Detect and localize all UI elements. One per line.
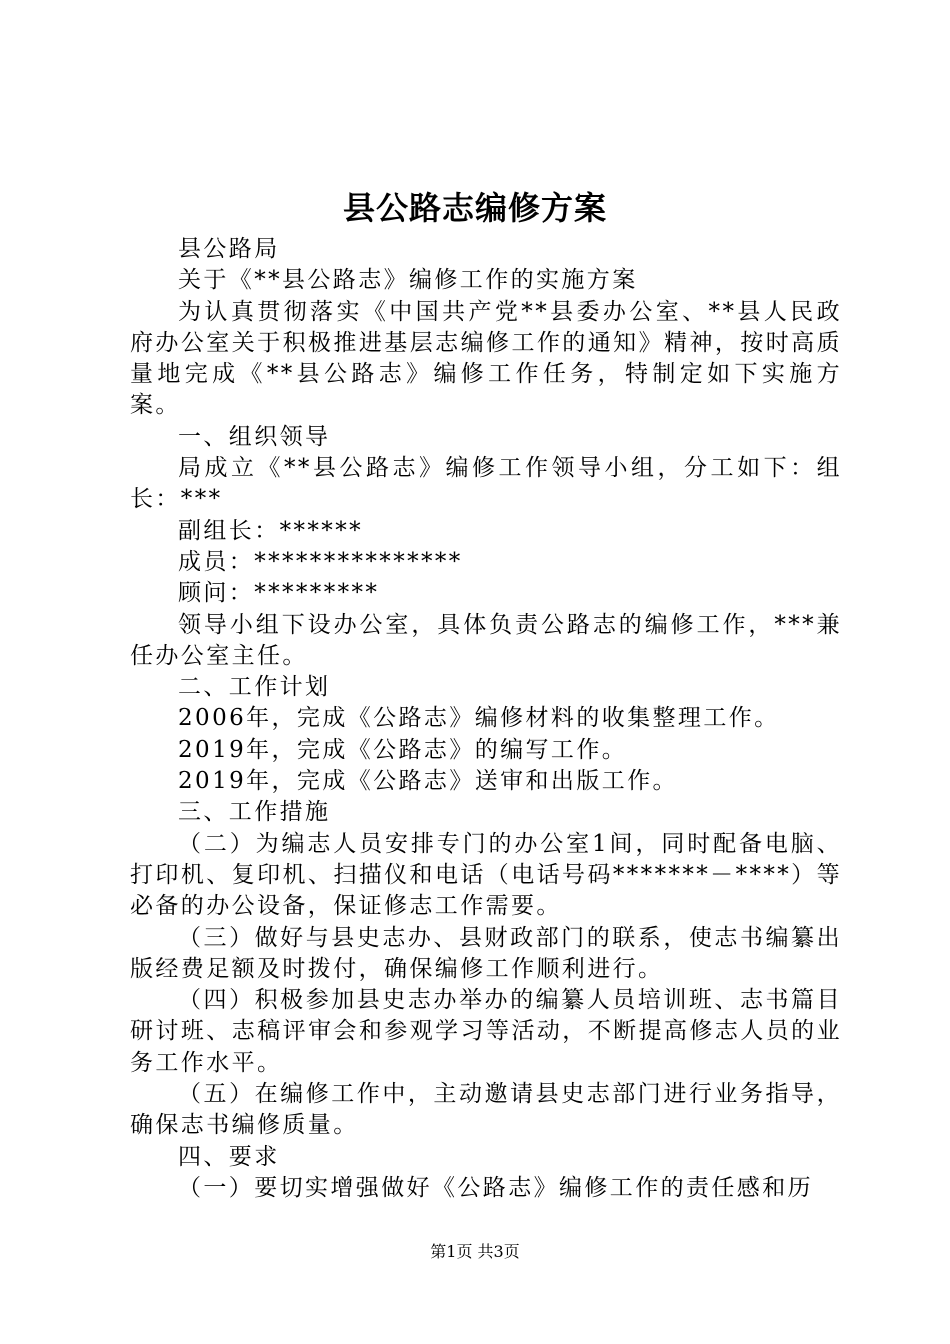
paragraph-measure-2: （二）为编志人员安排专门的办公室1间，同时配备电脑、打印机、复印机、扫描仪和电话（电话号码*******－****）等必备的办公设备，保证修志工作需要。 bbox=[130, 830, 842, 920]
paragraph-measure-3: （三）做好与县史志办、县财政部门的联系，使志书编纂出版经费足额及时拨付，确保编修工作顺利进行。 bbox=[130, 924, 842, 982]
paragraph-deputy: 副组长：****** bbox=[178, 517, 363, 544]
document-body bbox=[130, 234, 842, 1204]
document-title: 县公路志编修方案 bbox=[342, 189, 607, 227]
paragraph-subject: 关于《**县公路志》编修工作的实施方案 bbox=[178, 267, 638, 294]
paragraph-issuer: 县公路局 bbox=[178, 236, 280, 262]
paragraph-measure-5: （五）在编修工作中，主动邀请县史志部门进行业务指导，确保志书编修质量。 bbox=[130, 1081, 842, 1139]
section-heading-1: 一、组织领导 bbox=[178, 423, 331, 450]
paragraph-measure-4: （四）积极参加县史志办举办的编纂人员培训班、志书篇目研讨班、志稿评审会和参观学习等活动，不断提高修志人员的业务工作水平。 bbox=[130, 987, 842, 1076]
paragraph-office: 领导小组下设办公室，具体负责公路志的编修工作，***兼任办公室主任。 bbox=[130, 611, 842, 669]
paragraph-plan-1: 2006年，完成《公路志》编修材料的收集整理工作。 bbox=[178, 705, 780, 732]
paragraph-plan-2: 2019年，完成《公路志》的编写工作。 bbox=[178, 736, 628, 763]
paragraph-requirement-1: （一）要切实增强做好《公路志》编修工作的责任感和历 bbox=[178, 1174, 813, 1201]
section-heading-2: 二、工作计划 bbox=[178, 674, 331, 701]
section-heading-4: 四、要求 bbox=[178, 1143, 280, 1170]
page-footer: 第1页 共3页 bbox=[430, 1242, 520, 1261]
section-heading-3: 三、工作措施 bbox=[178, 799, 331, 826]
paragraph-plan-3: 2019年，完成《公路志》送审和出版工作。 bbox=[178, 768, 678, 795]
paragraph-members: 成员：*************** bbox=[178, 548, 463, 575]
paragraph-intro: 为认真贯彻落实《中国共产党**县委办公室、**县人民政府办公室关于积极推进基层志编修工作的通知》精神，按时高质量地完成《**县公路志》编修工作任务，特制定如下实施方案。 bbox=[130, 298, 842, 419]
paragraph-advisors: 顾问：********* bbox=[178, 580, 380, 607]
paragraph-leader: 局成立《**县公路志》编修工作领导小组，分工如下：组长：*** bbox=[130, 455, 842, 513]
